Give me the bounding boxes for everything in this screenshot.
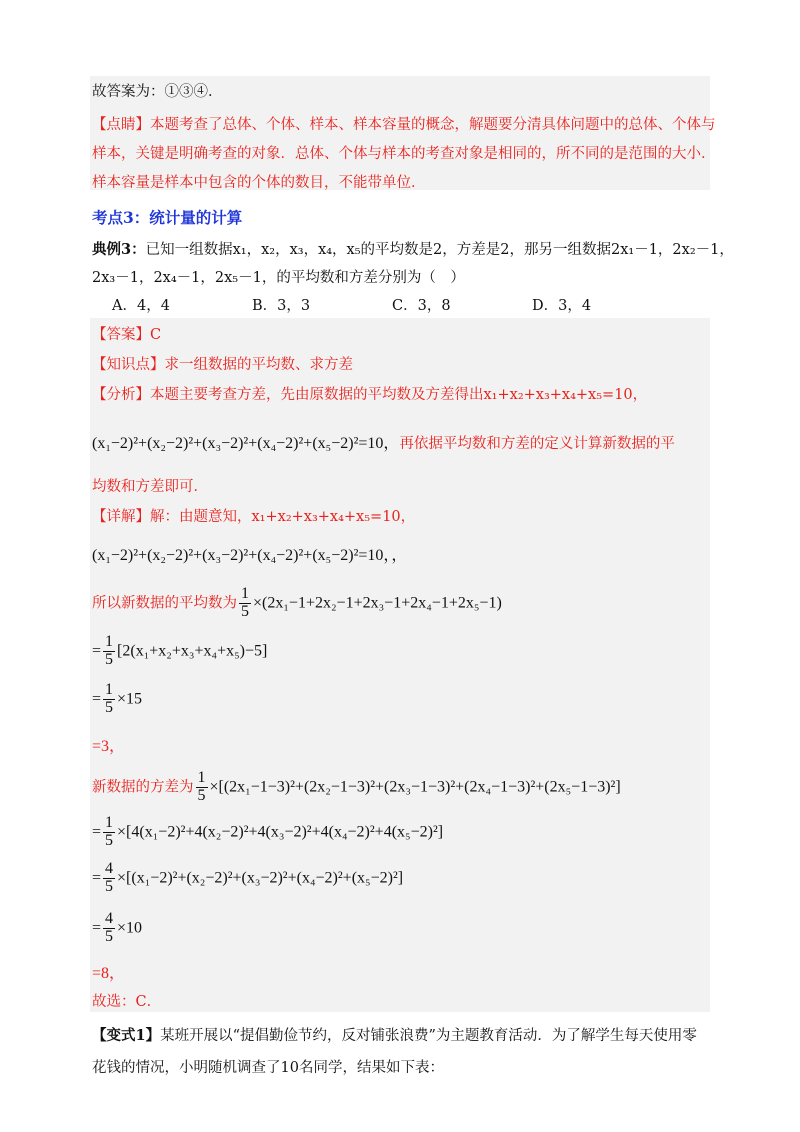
mean-step-1: = $\frac{1}{5}$ [2(x₁+x₂+x₃+x₄+x₅)−5] xyxy=(92,633,268,668)
variant-line-1 xyxy=(92,1024,697,1045)
options-row xyxy=(112,294,672,315)
detail-line-2: (x₁−2)²+(x₂−2)²+(x₃−2)²+(x₄−2)²+(x₅−2)²=10，， xyxy=(92,547,408,564)
comment-line-1: 【点睛】本题考查了总体、个体、样本、样本容量的概念，解题要分清具体问题中的总体、个体与 xyxy=(92,117,716,133)
knowledge-point: 【知识点】求一组数据的平均数、求方差 xyxy=(92,357,353,373)
variance-label: 新数据的方差为 xyxy=(92,779,194,796)
variance-step-2-expression: ×[(x₁−2)²+(x₂−2)²+(x₃−2)²+(x₄−2)²+(x₅−2)²] xyxy=(117,869,404,887)
option-b: B．3，3 xyxy=(252,298,311,314)
variance-result: =8， xyxy=(92,965,126,982)
variance-step-3-expression: ×10 xyxy=(117,919,143,937)
analysis-line-3: 均数和方差即可． xyxy=(92,479,208,495)
mean-step-2: = $\frac{1}{5}$ ×15 xyxy=(92,681,143,716)
mean-line xyxy=(92,586,502,621)
mean-label: 所以新数据的平均数为 xyxy=(92,595,237,612)
answer-line: 故答案为：①③④． xyxy=(92,84,223,100)
analysis-line-2 xyxy=(92,430,675,453)
comment-line-3: 样本容量是样本中包含的个体的数目，不能带单位． xyxy=(92,175,426,191)
mean-step-1-expression: [2(x₁+x₂+x₃+x₄+x₅)−5] xyxy=(117,642,268,660)
fraction-one-fifth: $\frac{1}{5}$ xyxy=(105,814,114,849)
mean-expression: ×(2x₁−1+2x₂−1+2x₃−1+2x₄−1+2x₅−1) xyxy=(253,594,502,612)
analysis-text: 再依据平均数和方差的定义计算新数据的平 xyxy=(399,436,675,452)
analysis-line-1: 【分析】本题主要考查方差，先由原数据的平均数及方差得出x₁+x₂+x₃+x₄+x₅=10， xyxy=(92,387,648,403)
example-question-line-2: 2x₃－1，2x₄－1，2x₅－1，的平均数和方差分别为（ ） xyxy=(92,270,465,286)
analysis-equation: (x₁−2)²+(x₂−2)²+(x₃−2)²+(x₄−2)²+(x₅−2)²=10， xyxy=(92,435,400,452)
variance-step-3: = $\frac{4}{5}$ ×10 xyxy=(92,910,143,945)
variance-step-2: = $\frac{4}{5}$ ×[(x₁−2)²+(x₂−2)²+(x₃−2)²+(x₄−2)²+(x₅−2)²] xyxy=(92,860,404,895)
option-a: A．4，4 xyxy=(112,298,170,314)
fraction-one-fifth: $\frac{1}{5}$ xyxy=(105,681,114,716)
comment-line-2: 样本，关键是明确考查的对象．总体、个体与样本的考查对象是相同的，所不同的是范围的大小． xyxy=(92,146,716,162)
fraction-four-fifths: $\frac{4}{5}$ xyxy=(105,860,114,895)
fraction-one-fifth: $\frac{1}{5}$ xyxy=(241,585,249,620)
fraction-one-fifth: $\frac{1}{5}$ xyxy=(105,633,114,668)
choice-result: 故选：C． xyxy=(92,994,162,1010)
mean-step-2-expression: ×15 xyxy=(117,690,143,708)
variance-expression: ×[(2x₁−1−3)²+(2x₂−1−3)²+(2x₃−1−3)²+(2x₄−1−3)²+(2x₅−1−3)²] xyxy=(209,778,621,796)
fraction-one-fifth: $\frac{1}{5}$ xyxy=(197,769,206,804)
detail-line-1: 【详解】解：由题意知，x₁+x₂+x₃+x₄+x₅=10， xyxy=(92,509,416,525)
example-question-line-1 xyxy=(92,238,734,259)
example-text-1: 已知一组数据x₁，x₂，x₃，x₄，x₅的平均数是2，方差是2，那另一组数据2x₁－1，2x₂－1， xyxy=(145,242,734,258)
section-heading: 考点3：统计量的计算 xyxy=(92,208,243,227)
option-d: D．3，4 xyxy=(532,298,592,314)
variance-step-1-expression: ×[4(x₁−2)²+4(x₂−2)²+4(x₃−2)²+4(x₄−2)²+4(x₅−2)²] xyxy=(117,823,444,841)
variant-line-2: 花钱的情况，小明随机调查了10名同学，结果如下表： xyxy=(92,1060,444,1076)
variance-step-1: = $\frac{1}{5}$ ×[4(x₁−2)²+4(x₂−2)²+4(x₃−2)²+4(x₄−2)²+4(x₅−2)²] xyxy=(92,814,444,849)
mean-result: =3， xyxy=(92,738,126,755)
example-label: 典例3： xyxy=(92,241,146,258)
variance-line xyxy=(92,770,621,805)
variant-label: 【变式1】 xyxy=(92,1027,161,1044)
answer-tag: 【答案】C xyxy=(92,327,162,343)
fraction-four-fifths: $\frac{4}{5}$ xyxy=(105,910,114,945)
variant-text-1: 某班开展以“提倡勤俭节约，反对铺张浪费”为主题教育活动．为了解学生每天使用零 xyxy=(160,1028,697,1044)
option-c: C．3，8 xyxy=(392,298,451,314)
